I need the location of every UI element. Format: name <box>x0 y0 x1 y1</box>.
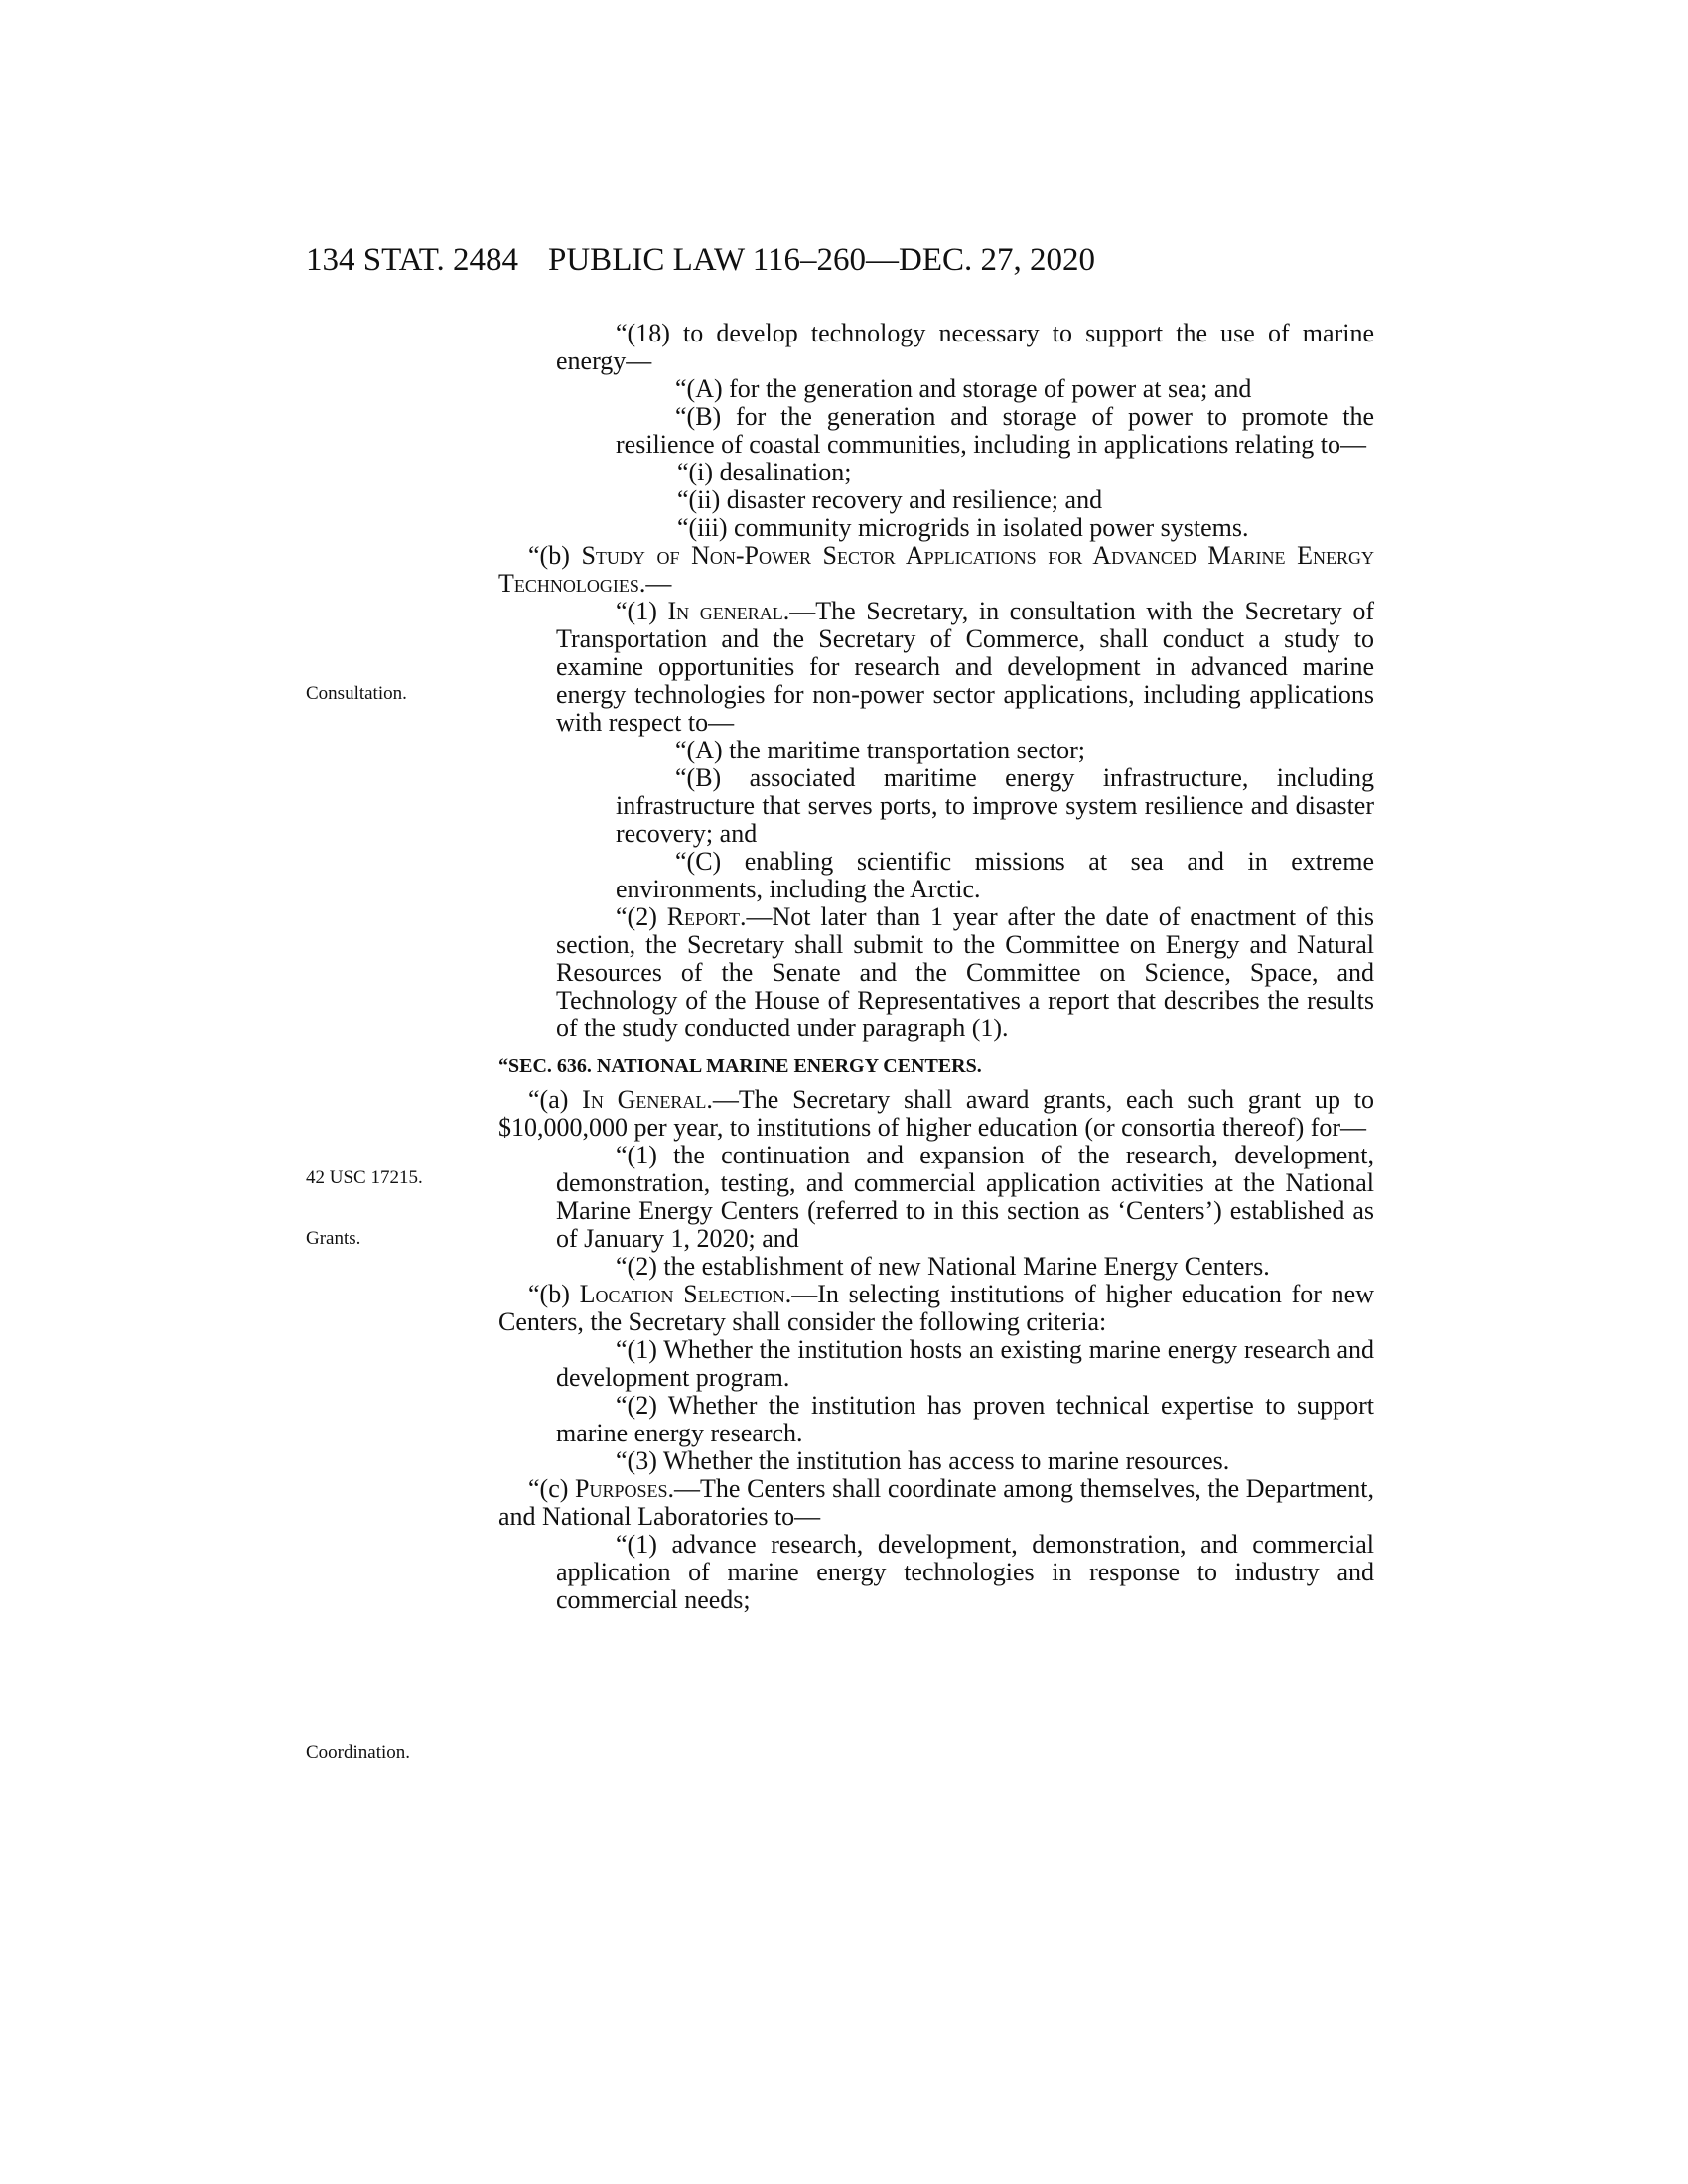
paragraph-18: “(18) to develop technology necessary to support the use of marine energy— <box>556 319 1374 375</box>
subsection-a-text: .—The Secretary shall award grants, each such grant up to $10,000,000 per year, to institutions of higher education (or consortia thereof) for— <box>498 1085 1374 1142</box>
subparagraph-b-1-c: “(C) enabling scientific missions at sea and in extreme environments, including the Arctic. <box>616 847 1374 903</box>
subsection-a-heading: In General <box>582 1085 707 1114</box>
paragraph-b-1-text: .—The Secretary, in consultation with the Secretary of Transportation and the Secretary of Commerce, shall conduct a study to examine opportunities for research and development in advanced marine energy technologies for non-power sector applications, including applications with respect to— <box>556 597 1375 737</box>
paragraph-a-1: “(1) the continuation and expansion of the research, development, demonstration, testing, and commercial application activities at the National Marine Energy Centers (referred to in this section as ‘Centers’) established as of January 1, 2020; and <box>556 1141 1374 1253</box>
subsection-a <box>498 1086 1374 1142</box>
page-stat-number: 134 STAT. 2484 <box>306 242 519 278</box>
margin-note-grants: Grants. <box>306 1228 361 1249</box>
subsection-c-text: .—The Centers shall coordinate among themselves, the Department, and National Laboratories to— <box>498 1474 1374 1531</box>
subsection-a-prefix: “(a) <box>528 1085 583 1114</box>
subparagraph-18-a: “(A) for the generation and storage of power at sea; and <box>675 374 1252 403</box>
subsection-b-prefix: “(b) <box>528 541 582 570</box>
subsection-b-suffix: .— <box>638 569 672 598</box>
subparagraph-b-1-b: “(B) associated maritime energy infrastructure, including infrastructure that serves ports, to improve system resilience and disaster recovery; and <box>616 763 1374 848</box>
statute-body <box>498 320 1374 1614</box>
criterion-2: “(2) Whether the institution has proven technical expertise to support marine energy research. <box>556 1391 1374 1447</box>
margin-note-usc: 42 USC 17215. <box>306 1167 423 1188</box>
paragraph-b-2-heading: Report <box>666 902 740 931</box>
paragraph-c-1: “(1) advance research, development, demonstration, and commercial application of marine energy technologies in response to industry and commercial needs; <box>556 1530 1374 1614</box>
subsection-b-location-prefix: “(b) <box>528 1280 580 1308</box>
subparagraph-18-b: “(B) for the generation and storage of power to promote the resilience of coastal communities, including in applications relating to— <box>616 402 1374 459</box>
subparagraph-b-1-a: “(A) the maritime transportation sector; <box>675 736 1085 764</box>
paragraph-b-2-prefix: “(2) <box>616 902 667 931</box>
margin-note-coordination: Coordination. <box>306 1742 411 1763</box>
subsection-c-heading: Purposes <box>575 1474 668 1503</box>
paragraph-b-2-text: .—Not later than 1 year after the date of enactment of this section, the Secretary shall submit to the Committee on Energy and Natural Resources of the Senate and the Committee on Science, Space, and Technology of the House of Representatives a report that describes the results of the study conducted under paragraph (1). <box>556 902 1374 1042</box>
subsection-b-location-text: .—In selecting institutions of higher education for new Centers, the Secretary shall consider the following criteria: <box>498 1280 1374 1336</box>
section-636-heading: “SEC. 636. NATIONAL MARINE ENERGY CENTERS. <box>498 1055 982 1077</box>
subsection-b-location <box>498 1281 1374 1336</box>
paragraph-b-1 <box>498 598 1374 737</box>
criterion-3: “(3) Whether the institution has access to marine resources. <box>616 1446 1230 1475</box>
page-running-title: PUBLIC LAW 116–260—DEC. 27, 2020 <box>548 242 1096 278</box>
criterion-1: “(1) Whether the institution hosts an existing marine energy research and development program. <box>556 1335 1374 1392</box>
margin-note-consultation: Consultation. <box>306 683 407 704</box>
subsection-c-prefix: “(c) <box>528 1474 576 1503</box>
subsection-c <box>498 1475 1374 1531</box>
paragraph-b-1-prefix: “(1) <box>616 597 668 625</box>
subsection-b <box>498 542 1374 598</box>
clause-18-b-i: “(i) desalination; <box>677 458 852 486</box>
clause-18-b-iii: “(iii) community microgrids in isolated power systems. <box>677 513 1249 542</box>
subsection-b-heading: Study of Non-Power Sector Applications for Advanced Marine Energy Technologies <box>498 541 1374 598</box>
paragraph-b-2 <box>498 903 1374 1042</box>
subsection-b-location-heading: Location Selection <box>579 1280 785 1308</box>
clause-18-b-ii: “(ii) disaster recovery and resilience; and <box>677 485 1103 514</box>
paragraph-a-2: “(2) the establishment of new National Marine Energy Centers. <box>616 1252 1270 1281</box>
paragraph-b-1-heading: In general <box>667 597 783 625</box>
